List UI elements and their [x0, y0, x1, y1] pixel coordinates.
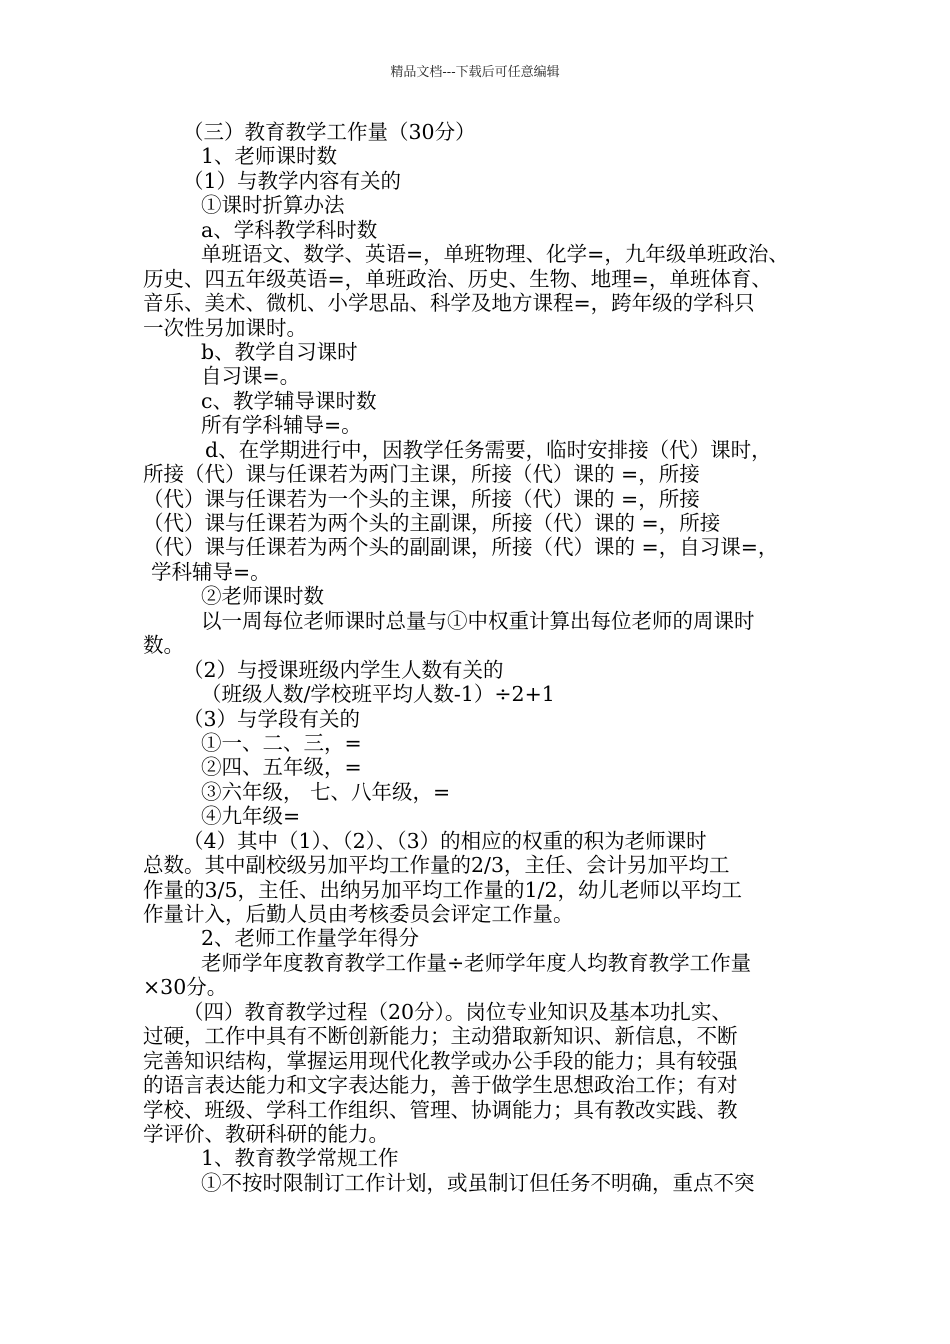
text-line: ×30分。	[143, 975, 228, 1000]
text-line: （4）其中（1）、（2）、（3）的相应的权重的积为老师课时	[183, 828, 707, 853]
page-header: 精品文档---下载后可任意编辑	[390, 65, 560, 80]
text-line: 历史、四五年级英语=，单班政治、历史、生物、地理=，单班体育、	[143, 266, 772, 291]
text-line: 自习课=。	[201, 364, 301, 389]
document-body	[143, 120, 833, 1195]
text-line: （3）与学段有关的	[183, 706, 361, 731]
text-line: 总数。其中副校级另加平均工作量的2/3，主任、会计另加平均工	[143, 853, 730, 878]
text-line: （代）课与任课若为两个头的副副课，所接（代）课的 =，自习课=，	[143, 535, 779, 560]
text-line: 数。	[143, 633, 184, 658]
text-line: ②老师课时数	[201, 584, 324, 609]
text-line: ①一、二、三，=	[201, 730, 362, 755]
text-line: 1、教育教学常规工作	[201, 1146, 399, 1171]
text-line: 一次性另加课时。	[143, 315, 307, 340]
text-line: 1、老师课时数	[201, 144, 338, 169]
text-line: 完善知识结构，掌握运用现代化教学或办公手段的能力；具有较强	[143, 1048, 738, 1073]
text-line: （四）教育教学过程（20分）。岗位专业知识及基本功扎实、	[183, 999, 732, 1024]
text-line: 所接（代）课与任课若为两门主课，所接（代）课的 =，所接	[143, 462, 700, 487]
text-line: （代）课与任课若为两个头的主副课，所接（代）课的 =，所接	[143, 511, 721, 535]
text-line: 老师学年度教育教学工作量÷老师学年度人均教育教学工作量	[201, 950, 752, 975]
text-line: 过硬，工作中具有不断创新能力；主动猎取新知识、新信息，不断	[143, 1024, 738, 1049]
text-line: c、教学辅导课时数	[201, 388, 377, 413]
text-line: ③六年级， 七、八年级，=	[201, 779, 451, 804]
text-line: b、教学自习课时	[201, 339, 358, 364]
text-line: 以一周每位老师课时总量与①中权重计算出每位老师的周课时	[201, 608, 755, 633]
text-line: ②四、五年级，=	[201, 755, 362, 780]
text-line: （三）教育教学工作量（30分）	[183, 120, 476, 144]
text-line: 学评价、教研科研的能力。	[143, 1121, 389, 1146]
text-line: 学科辅导=。	[151, 559, 271, 584]
text-line: ④九年级=	[201, 804, 301, 829]
text-line: 2、老师工作量学年得分	[201, 926, 420, 951]
text-line: 作量的3/5，主任、出纳另加平均工作量的1/2，幼儿老师以平均工	[143, 877, 742, 902]
text-line: 学校、班级、学科工作组织、管理、协调能力；具有教改实践、教	[143, 1097, 738, 1122]
text-line: 的语言表达能力和文字表达能力，善于做学生思想政治工作；有对	[143, 1073, 738, 1098]
text-line: （班级人数/学校班平均人数-1）÷2+1	[201, 682, 555, 707]
text-line: 单班语文、数学、英语=，单班物理、化学=，九年级单班政治、	[201, 242, 789, 267]
text-line: 音乐、美术、微机、小学思品、科学及地方课程=，跨年级的学科只	[143, 291, 755, 316]
text-line: （代）课与任课若为一个头的主课，所接（代）课的 =，所接	[143, 486, 700, 511]
text-line: ①课时折算办法	[201, 193, 345, 218]
text-line: ①不按时限制订工作计划，或虽制订但任务不明确，重点不突	[201, 1170, 755, 1195]
text-line: 所有学科辅导=。	[201, 413, 362, 438]
text-line: （2）与授课班级内学生人数有关的	[183, 657, 504, 682]
text-line: 作量计入，后勤人员由考核委员会评定工作量。	[143, 902, 574, 926]
text-line: a、学科教学科时数	[201, 217, 378, 242]
text-line: d、在学期进行中，因教学任务需要，临时安排接（代）课时，	[205, 437, 772, 462]
text-line: （1）与教学内容有关的	[183, 168, 402, 193]
